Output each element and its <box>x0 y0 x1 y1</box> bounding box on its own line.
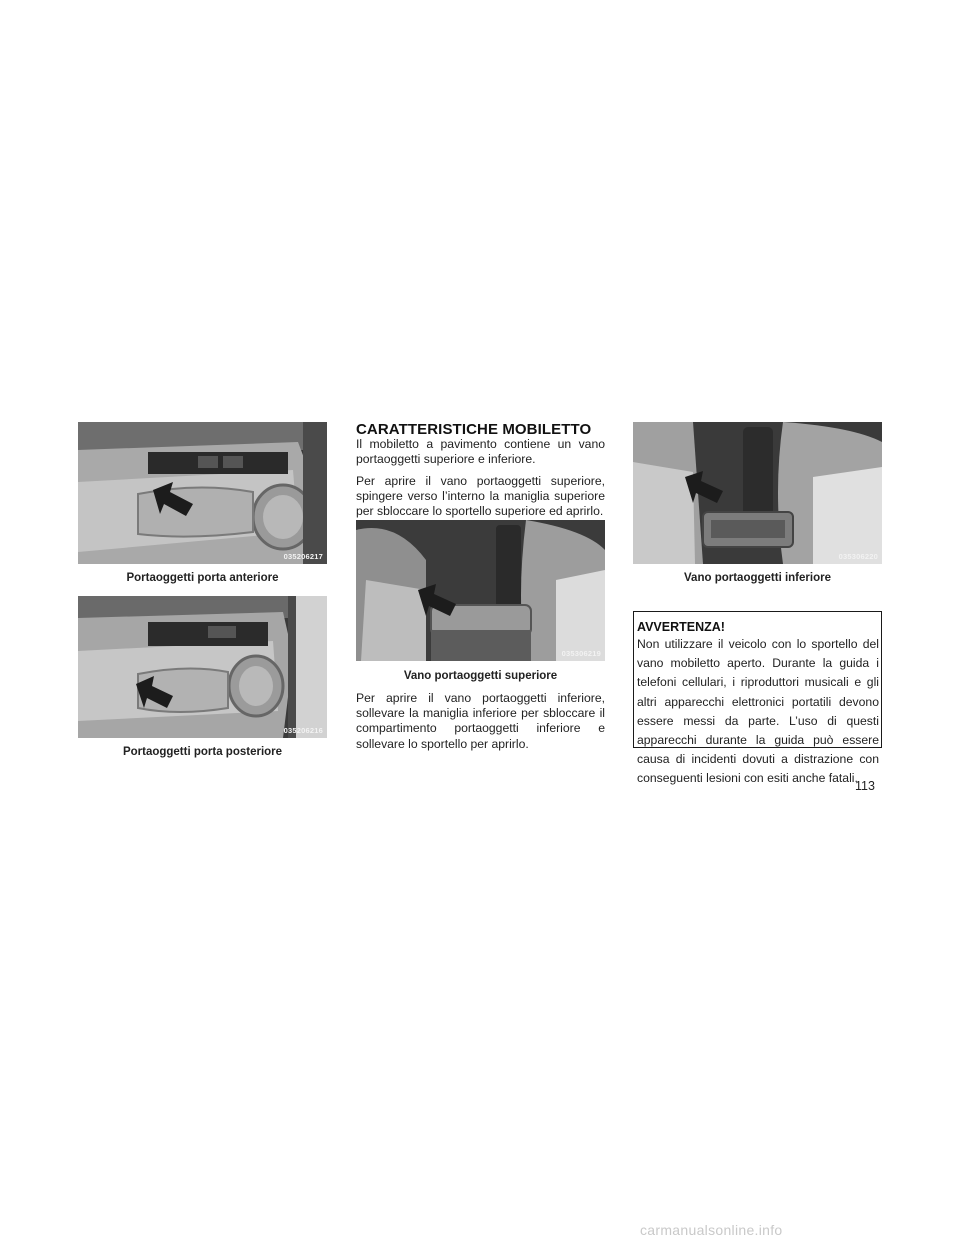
figure-lower-storage-photo <box>633 422 882 564</box>
rear-door-illustration <box>78 596 327 738</box>
paragraph: Il mobiletto a pavimento contiene un vano portaoggetti superiore e inferiore. <box>356 437 605 467</box>
figure-code: 035206217 <box>283 552 323 561</box>
warning-title: AVVERTENZA! <box>637 620 725 634</box>
figure-caption: Vano portaoggetti inferiore <box>684 572 831 584</box>
figure-caption: Vano portaoggetti superiore <box>403 670 558 682</box>
watermark: carmanualsonline.info <box>640 1222 783 1238</box>
figure-caption: Portaoggetti porta posteriore <box>122 746 283 758</box>
front-door-illustration <box>78 422 327 564</box>
figure-front-door-photo <box>78 422 327 564</box>
paragraph: Per aprire il vano portaoggetti superiore, spingere verso l’interno la maniglia superiore per sbloccare lo sportello superiore ed aprirlo. <box>356 474 605 519</box>
lower-storage-illustration <box>633 422 882 564</box>
paragraph: Per aprire il vano portaoggetti inferiore, sollevare la maniglia inferiore per sbloccare il compartimento portaoggetti inferiore e sollevare lo sportello per aprirlo. <box>356 691 605 751</box>
figure-caption: Portaoggetti porta anteriore <box>126 572 279 584</box>
page-number: 113 <box>855 779 875 793</box>
section-heading: CARATTERISTICHE MOBILETTO <box>356 421 592 438</box>
figure-rear-door-photo <box>78 596 327 738</box>
warning-text: Non utilizzare il veicolo con lo sportello del vano mobiletto aperto. Durante la guida i telefoni cellulari, i riproduttori musicali e gli altri apparecchi elettronici portatili devono essere messi da parte. L’uso di questi apparecchi durante la guida può essere causa di incidenti dovuti a distrazione con conseguenti lesioni con esiti anche fatali. <box>637 637 879 786</box>
figure-code: 035306220 <box>838 552 878 561</box>
figure-upper-storage-photo <box>356 520 605 661</box>
figure-code: 035306219 <box>561 649 601 658</box>
figure-code: 035206216 <box>283 726 323 735</box>
upper-storage-illustration <box>356 520 605 661</box>
